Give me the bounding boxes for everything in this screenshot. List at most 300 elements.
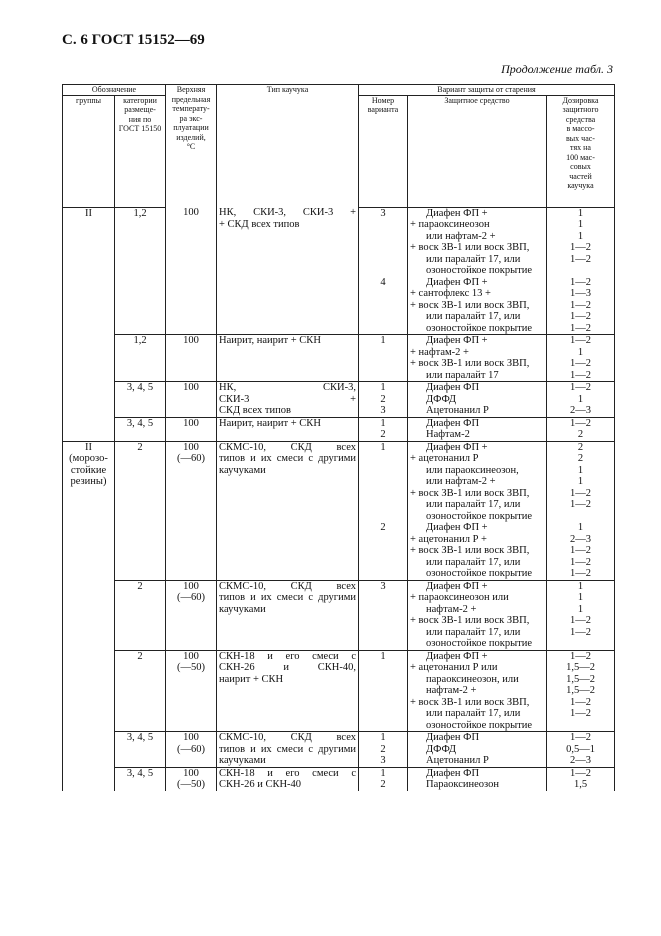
variant-number-cell [359,441,408,580]
blank-line [361,662,405,674]
agent-text: нафтам-2 + [426,685,477,696]
agent-line [410,370,544,382]
table-row [63,580,615,650]
header-line: размеще- [124,105,156,114]
gost-table [62,84,615,791]
blank-line [361,511,405,523]
dosage-value: 1—2 [570,556,591,568]
dosage-value: 1 [577,207,584,219]
blank-line [361,265,405,277]
group-cell [63,417,115,441]
agent-line [410,335,544,347]
variant-number-cell [359,417,408,441]
agent-text: Диафен ФП [426,417,480,429]
variant-number: 2 [380,743,386,755]
header-line: совых [570,162,591,171]
header-line: плуатации [173,123,209,132]
table-row [63,335,615,382]
table-body [63,207,615,791]
variant-number: 2 [380,522,386,533]
blank-line [361,697,405,709]
rubber-type-cell [217,441,359,580]
agent-text: ДФФД [426,393,456,405]
group-cell [63,580,115,650]
agent-line [410,242,544,254]
dosage-value: 1 [577,346,584,358]
temperature-cell [166,417,217,441]
blank-line [361,545,405,557]
group-cell [63,650,115,732]
variant-number: 3 [380,405,386,416]
blank-line [361,311,405,323]
rubber-type-line: типов и их смеси с другими [219,453,356,464]
category-cell [115,207,166,335]
rubber-type-line: типов и их смеси с другими [219,592,356,603]
dosage-value: 1—2 [570,545,591,556]
category-cell [115,335,166,382]
table-row [63,650,615,732]
rubber-type-cell [217,732,359,768]
variant-number-cell [359,382,408,418]
agent-line [410,418,544,430]
blank-line [361,557,405,569]
header-groups: группы [63,95,115,207]
agent-line [410,347,544,359]
agent-text: или паралайт 17, или [426,626,521,638]
blank-line [361,231,405,243]
rubber-type-line: СКД всех типов [219,405,291,416]
blank-line [361,347,405,359]
header-line: ра экс- [179,113,203,123]
page-header: С. 6 ГОСТ 15152—69 [62,32,205,48]
agent-line [410,288,544,300]
dosage-value: 1—2 [570,417,591,429]
temperature-value: (—60) [177,743,205,755]
continuation-label: Продолжение табл. 3 [501,62,613,76]
agent-text: озоностойкое покрытие [426,719,533,731]
agent-text: Диафен ФП [426,732,480,743]
dosage-value: 1—2 [570,499,591,510]
agent-line [410,568,544,580]
header-line: °С [186,142,196,151]
dosage-value: 1—2 [570,767,591,779]
table-row [63,732,615,768]
agent-text: нафтам-2 + [426,603,477,615]
dosage-value: 1,5—2 [566,673,595,685]
table-row [63,382,615,418]
agent-line [410,779,544,791]
variant-number-cell [359,335,408,382]
blank-line [361,242,405,254]
temperature-value: 100 [183,441,199,453]
temperature-cell [166,650,217,732]
temperature-value: 100 [183,767,199,779]
agent-line [410,429,544,441]
agent-line [410,592,544,604]
agent-line [410,755,544,767]
agent-text: + ацетонанил Р или [410,662,498,673]
temperature-value: 100 [183,732,199,743]
agent-text: + воск ЗВ-1 или воск ЗВП, [410,299,530,311]
agent-text: + ацетонанил Р + [410,533,487,545]
header-line: каучука [567,181,594,190]
header-line: в массо- [566,124,595,133]
agent-text: или паралайт 17 [426,369,499,381]
agent-cell [408,580,547,650]
dosage-value: 1 [577,393,584,405]
variant-number-cell [359,207,408,335]
dosage-cell [547,417,615,441]
header-line: Номер [371,95,395,105]
rubber-type-cell [217,767,359,791]
dosage-value: 1 [577,592,584,603]
blank-line [361,638,405,650]
agent-line [410,638,544,650]
dosage-value: 1—2 [570,369,591,381]
header-line: ния по [128,114,152,124]
dosage-cell [547,650,615,732]
group-cell [63,732,115,768]
rubber-type-line: СКН-26 и СКН-40, [219,662,356,673]
category-cell [115,382,166,418]
agent-text: Ацетонанил Р [426,405,489,416]
header-variant-number [359,95,408,207]
blank-line [361,685,405,697]
dosage-value: 1—2 [570,615,591,626]
agent-line [410,358,544,370]
agent-line [410,208,544,220]
dosage-value: 1—2 [570,650,591,662]
category-value: 2 [137,441,143,453]
dosage-value: 1,5—2 [566,662,595,673]
agent-text: Диафен ФП + [426,580,488,592]
agent-line [410,465,544,477]
temperature-value: (—60) [177,592,205,603]
temperature-cell [166,580,217,650]
header-line: категории [123,95,157,105]
agent-text: Диафен ФП + [426,207,488,219]
agent-line [410,545,544,557]
rubber-type-line: СКН-18 и его смеси с [219,650,356,662]
variant-number: 3 [380,755,386,766]
agent-line [410,615,544,627]
rubber-type-line: каучуками [219,603,266,615]
blank-line [361,592,405,604]
blank-line [361,604,405,616]
temperature-cell [166,732,217,768]
rubber-type-line: СКМС-10, СКД всех [219,732,356,743]
agent-text: + ацетонанил Р [410,453,479,464]
category-cell [115,417,166,441]
variant-number-cell [359,650,408,732]
variant-number: 1 [380,382,386,393]
dosage-value: 2 [577,441,584,453]
agent-text: озоностойкое покрытие [426,568,533,579]
header-line: частей [569,171,592,181]
dosage-value: 1,5 [573,779,588,790]
agent-line [410,394,544,406]
header-line: предельная [171,94,211,104]
temperature-value: (—50) [177,662,205,673]
blank-line [361,568,405,580]
agent-line [410,768,544,780]
blank-line [361,323,405,335]
group-label: резины) [70,476,107,487]
category-value: 1,2 [133,335,147,346]
agent-line [410,511,544,523]
group-label: стойкие [70,464,107,476]
agent-line [410,708,544,720]
dosage-value: 1 [577,580,584,592]
agent-line [410,732,544,744]
temperature-value: 100 [183,207,199,218]
header-line: Дозировка [562,95,599,105]
dosage-value: 1—2 [570,487,591,499]
variant-number: 2 [380,393,386,405]
agent-text: + воск ЗВ-1 или воск ЗВП, [410,545,530,556]
variant-number: 1 [380,417,386,429]
dosage-value: 1 [577,522,584,533]
dosage-value: 1 [577,464,584,476]
agent-cell [408,207,547,335]
temperature-value: 100 [183,382,199,393]
blank-line [361,476,405,488]
agent-text: озоностойкое покрытие [426,322,533,334]
blank-line [361,720,405,732]
dosage-value: 1—2 [570,382,591,393]
variant-number: 1 [380,650,386,662]
header-temperature [166,85,217,208]
agent-text: + воск ЗВ-1 или воск ЗВП, [410,615,530,626]
blank-line [361,300,405,312]
temperature-value: 100 [183,650,199,662]
blank-line [361,708,405,720]
dosage-value: 1—2 [570,708,591,719]
category-value: 2 [137,650,143,662]
rubber-type-cell [217,417,359,441]
agent-text: или паралайт 17, или [426,253,521,265]
dosage-cell [547,580,615,650]
agent-line [410,674,544,686]
agent-text: ДФФД [426,743,456,755]
rubber-type-line: Наирит, наирит + СКН [219,417,321,429]
agent-cell [408,650,547,732]
variant-number: 3 [380,207,386,219]
rubber-type-cell [217,382,359,418]
blank-line [361,615,405,627]
rubber-type-line: СКН-26 и СКН-40 [219,779,302,790]
variant-number-cell [359,767,408,791]
rubber-type-cell [217,207,359,335]
category-value: 3, 4, 5 [126,767,154,779]
dosage-cell [547,732,615,768]
agent-text: озоностойкое покрытие [426,638,533,649]
agent-text: или паралайт 17, или [426,311,521,322]
dosage-value: 1 [577,476,584,487]
variant-number: 4 [380,276,386,288]
dosage-value: 1—2 [570,696,591,708]
variant-number-cell [359,732,408,768]
header-dosage [547,95,615,207]
dosage-value: 1—2 [570,322,591,334]
variant-number: 2 [380,429,386,440]
rubber-type-line: наирит + СКН [219,673,284,685]
blank-line [361,674,405,686]
category-value: 3, 4, 5 [126,732,154,743]
agent-cell [408,767,547,791]
blank-line [361,219,405,231]
blank-line [361,499,405,511]
rubber-type-line: каучуками [219,464,266,476]
temperature-value: (—50) [177,779,205,790]
table-row [63,441,615,580]
agent-text: или параоксинеозон, [426,464,519,476]
dosage-value: 0,5—1 [566,743,595,755]
agent-text: + воск ЗВ-1 или воск ЗВП, [410,358,530,369]
dosage-cell [547,441,615,580]
header-line: изделий, [176,132,206,142]
agent-text: или нафтам-2 + [426,230,496,242]
rubber-type-line: + СКД всех типов [219,218,300,230]
agent-text: параоксинеозон, или [426,673,519,685]
variant-number: 1 [380,335,386,346]
agent-line [410,744,544,756]
group-cell [63,441,115,580]
temperature-value: 100 [183,335,199,346]
blank-line [549,511,612,523]
category-cell [115,767,166,791]
dosage-cell [547,382,615,418]
dosage-value: 2—3 [570,533,591,545]
blank-line [549,265,612,277]
dosage-cell [547,207,615,335]
dosage-value: 1—2 [570,276,591,288]
rubber-type-line: типов и их смеси с другими [219,743,356,755]
agent-text: или паралайт 17, или [426,556,521,568]
agent-line [410,697,544,709]
agent-text: Ацетонанил Р [426,755,489,766]
agent-text: + параоксинеозон [410,219,490,230]
rubber-type-cell [217,580,359,650]
blank-line [361,465,405,477]
agent-text: + параоксинеозон или [410,592,509,603]
agent-cell [408,417,547,441]
agent-line [410,277,544,289]
agent-text: + воск ЗВ-1 или воск ЗВП, [410,696,530,708]
dosage-value: 2—3 [570,755,591,766]
agent-line [410,662,544,674]
agent-text: Диафен ФП + [426,522,488,533]
agent-line [410,581,544,593]
header-line: варианта [367,105,399,114]
header-oboznachenie: Обозначение [63,85,166,96]
agent-text: + воск ЗВ-1 или воск ЗВП, [410,242,530,253]
agent-line [410,488,544,500]
agent-line [410,720,544,732]
temperature-value: (—60) [177,453,205,464]
agent-line [410,499,544,511]
variant-number: 1 [380,767,386,779]
agent-line [410,453,544,465]
agent-line [410,405,544,417]
variant-number: 2 [380,779,386,790]
agent-text: Диафен ФП [426,767,480,779]
rubber-type-line: НК, СКИ-3, СКИ-3 + [219,207,356,218]
agent-text: + нафтам-2 + [410,346,469,358]
header-line: 100 мас- [566,152,595,162]
header-categories [115,95,166,207]
agent-text: Нафтам-2 [426,429,470,440]
rubber-type-line: Наирит, наирит + СКН [219,335,321,346]
agent-text: Диафен ФП + [426,441,488,453]
variant-number-cell [359,580,408,650]
header-line: вых час- [566,133,595,143]
category-value: 3, 4, 5 [126,382,154,393]
category-cell [115,650,166,732]
rubber-type-line: СКМС-10, СКД всех [219,580,356,592]
agent-line [410,265,544,277]
table-row [63,767,615,791]
dosage-value: 1—2 [570,299,591,311]
agent-text: Диафен ФП [426,382,480,393]
agent-text: + воск ЗВ-1 или воск ЗВП, [410,487,530,499]
dosage-value: 1—2 [570,358,591,369]
agent-cell [408,382,547,418]
header-line: защитного [562,105,599,114]
agent-line [410,685,544,697]
variant-number: 3 [380,580,386,592]
dosage-value: 1—3 [570,288,591,299]
rubber-type-line: СКМС-10, СКД всех [219,441,356,453]
agent-text: озоностойкое покрытие [426,265,533,276]
agent-text: или паралайт 17, или [426,499,521,510]
temperature-cell [166,207,217,335]
category-cell [115,580,166,650]
blank-line [361,534,405,546]
dosage-value: 1—2 [570,335,591,346]
dosage-value: 2—3 [570,405,591,416]
category-cell [115,441,166,580]
header-variant-group: Вариант защиты от старения [359,85,615,96]
temperature-cell [166,441,217,580]
agent-line [410,254,544,266]
blank-line [361,288,405,300]
header-line: ГОСТ 15150 [118,124,162,133]
dosage-value: 1—2 [570,311,591,322]
header-line: Верхняя [176,85,206,94]
agent-text: Диафен ФП + [426,276,488,288]
dosage-cell [547,767,615,791]
group-cell [63,335,115,382]
agent-text: озоностойкое покрытие [426,510,533,522]
temperature-value: 100 [183,417,199,429]
agent-line [410,604,544,616]
category-value: 1,2 [133,207,147,219]
blank-line [549,638,612,650]
agent-line [410,651,544,663]
blank-line [361,453,405,465]
variant-number: 1 [380,732,386,743]
agent-text: или паралайт 17, или [426,708,521,719]
agent-line [410,231,544,243]
agent-line [410,219,544,231]
dosage-value: 1—2 [570,242,591,253]
dosage-value: 2 [577,453,584,464]
temperature-cell [166,335,217,382]
agent-cell [408,732,547,768]
header-line: средства [565,114,596,124]
agent-line [410,323,544,335]
